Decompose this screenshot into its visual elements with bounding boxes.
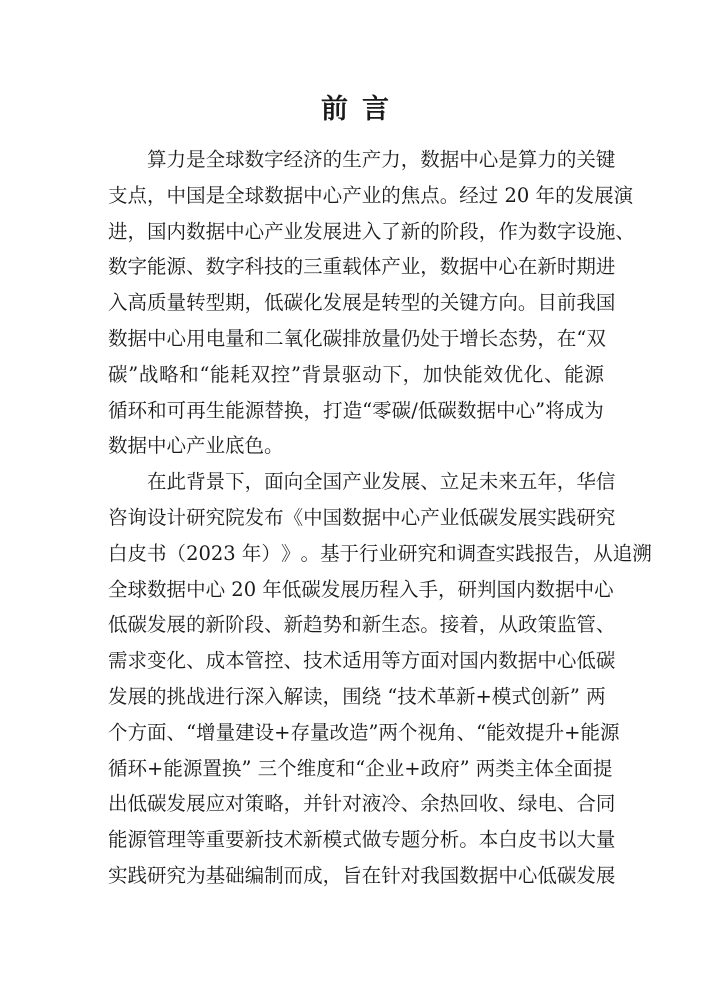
- text-line: 在 此 背 景 下 ， 面 向 全 国 产 业 发 展 、 立 足 未 来 五 年 ， 华 信: [147, 470, 616, 494]
- text-line: 能 源 管 理 等 重 要 新 技 术 新 模 式 做 专 题 分 析 。 本 白 皮 书 以 大 量: [108, 828, 616, 852]
- page-title: 前言: [321, 94, 403, 125]
- document-body: [108, 142, 652, 894]
- text-line: 需 求 变 化 、 成 本 管 控 、 技 术 适 用 等 方 面 对 国 内 数 据 中 心 低 碳: [108, 649, 616, 673]
- text-line: 数据中心产业底色。: [108, 434, 284, 458]
- text-line: 算 力 是 全 球 数 字 经 济 的 生 产 力 ， 数 据 中 心 是 算 力 的 关 键: [147, 148, 616, 171]
- text-line: 个 方 面 、 “ 增 量 建 设 + 存 量 改 造 ” 两 个 视 角 、 “ 能 效 提 升 + 能 源: [108, 720, 620, 744]
- text-line: 进 ， 国 内 数 据 中 心 产 业 发 展 进 入 了 新 的 阶 段 ， 作 为 数 字 设 施 、: [108, 219, 635, 243]
- text-line: 咨 询 设 计 研 究 院 发 布 《 中 国 数 据 中 心 产 业 低 碳 发 展 实 践 研 究: [108, 505, 616, 529]
- text-line: 实 践 研 究 为 基 础 编 制 而 成 ， 旨 在 针 对 我 国 数 据 中 心 低 碳 发 展: [108, 863, 616, 887]
- text-line: 出 低 碳 发 展 应 对 策 略 ， 并 针 对 液 冷 、 余 热 回 收 、 绿 电 、 合 同: [108, 792, 616, 816]
- text-line: 全 球 数 据 中 心 20 年 低 碳 发 展 历 程 入 手 ， 研 判 国 内 数 据 中 心: [108, 577, 614, 601]
- text-line: 入 高 质 量 转 型 期 ， 低 碳 化 发 展 是 转 型 的 关 键 方 向 。 目 前 我 国: [108, 291, 616, 315]
- text-line: 发 展 的 挑 战 进 行 深 入 解 读 ， 围 绕 “ 技 术 革 新 + 模 式 创 新 ” 两: [108, 684, 606, 708]
- text-line: 数 字 能 源 、 数 字 科 技 的 三 重 载 体 产 业 ， 数 据 中 心 在 新 时 期 进: [108, 255, 616, 279]
- text-line: 循 环 + 能 源 置 换 ” 三 个 维 度 和 “ 企 业 + 政 府 ” 两 类 主 体 全 面 提: [108, 756, 613, 780]
- text-line: 白 皮 书 （ 2023 年 ） 》 。 基 于 行 业 研 究 和 调 查 实 践 报 告 ， 从 追 溯: [108, 541, 652, 565]
- text-line: 低 碳 发 展 的 新 阶 段 、 新 趋 势 和 新 生 态 。 接 着 ， 从 政 策 监 管 、: [108, 613, 616, 637]
- text-line: 支 点 ， 中 国 是 全 球 数 据 中 心 产 业 的 焦 点 。 经 过 20 年 的 发 展 演: [108, 183, 634, 207]
- text-line: 循 环 和 可 再 生 能 源 替 换 ， 打 造 “ 零 碳 / 低 碳 数 据 中 心 ” 将 成 为: [108, 398, 604, 422]
- text-line: 数 据 中 心 用 电 量 和 二 氧 化 碳 排 放 量 仍 处 于 增 长 态 势 ， 在 “ 双: [108, 326, 606, 350]
- text-line: 碳 ” 战 略 和 “ 能 耗 双 控 ” 背 景 驱 动 下 ， 加 快 能 效 优 化 、 能 源: [108, 362, 604, 386]
